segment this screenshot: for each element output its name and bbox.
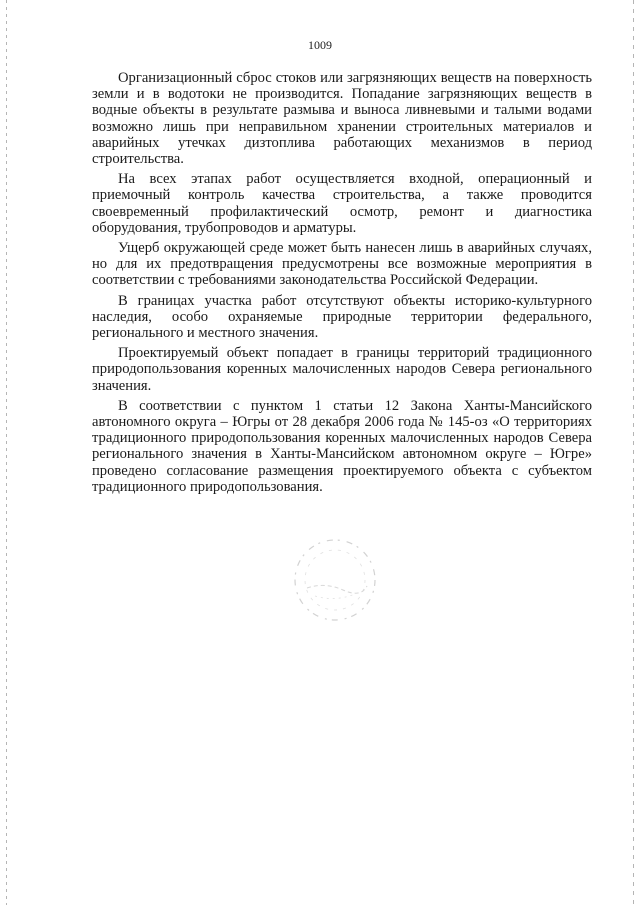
paragraph-law-reference: В соответствии с пунктом 1 статьи 12 Закона Ханты-Мансийского автономного округа – Югры от 28 декабря 2006 года № 145-оз «О территориях традиционного природопользования коренных малочисленных народов Севера регионального значения в Ханты-Мансийском автономном округе – Югре» проведено согласование размещения проектируемого объекта с субъектом традиционного природопользования.	[92, 397, 592, 495]
scan-edge-right	[633, 0, 634, 905]
scan-edge-left	[6, 0, 7, 905]
document-body	[92, 70, 592, 499]
paragraph-quality-control: На всех этапах работ осуществляется входной, операционный и приемочный контроль качества строительства, а также проводится своевременный профилактический осмотр, ремонт и диагностика оборудования, трубопроводов и арматуры.	[92, 171, 592, 236]
paragraph-damage: Ущерб окружающей среде может быть нанесен лишь в аварийных случаях, но для их предотвращения предусмотрены все возможные мероприятия в соответствии с требованиями законодательства Российской Федерации.	[92, 240, 592, 289]
page-number: 1009	[308, 38, 332, 52]
paragraph-discharge: Организационный сброс стоков или загрязняющих веществ на поверхность земли и в водотоки не производится. Попадание загрязняющих веществ в водные объекты в результате размыва и выноса ливневыми и талыми водами возможно лишь при неправильном хранении строительных материалов и аварийных утечках дизтоплива работающих механизмов в период строительства.	[92, 70, 592, 168]
paragraph-traditional-territories: Проектируемый объект попадает в границы территорий традиционного природопользования коренных малочисленных народов Севера регионального значения.	[92, 345, 592, 394]
faded-stamp	[285, 530, 385, 630]
paragraph-heritage: В границах участка работ отсутствуют объекты историко-культурного наследия, особо охраняемые природные территории федерального, регионального и местного значения.	[92, 292, 592, 342]
